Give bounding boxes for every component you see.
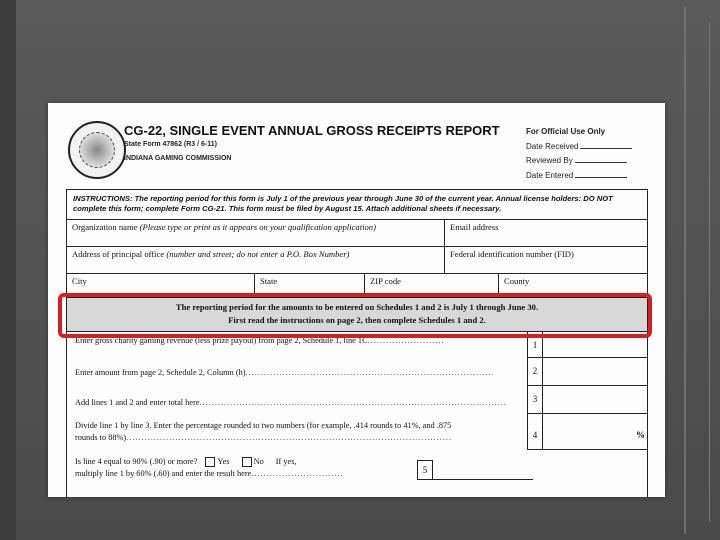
line-3-row	[67, 386, 647, 414]
line-4-row	[67, 414, 647, 450]
official-field-date-received: Date Received	[526, 140, 632, 155]
if-yes-label: If yes,	[275, 457, 297, 466]
line-5-amount[interactable]	[433, 460, 533, 480]
state-seal-icon	[68, 121, 126, 179]
line-5-row	[67, 450, 647, 480]
yes-checkbox[interactable]	[205, 457, 215, 467]
line-3-text: Add lines 1 and 2 and enter total here....................................................................................................	[75, 398, 507, 407]
form-title: CG-22, SINGLE EVENT ANNUAL GROSS RECEIPTS REPORT	[124, 123, 500, 138]
line-4-percent[interactable]	[543, 414, 647, 450]
yes-label: Yes	[217, 457, 230, 466]
fid-field[interactable]	[445, 247, 647, 273]
slide-decoration-line-thin	[709, 22, 710, 522]
slide-decoration-line	[684, 6, 686, 534]
line-5-number: 5	[417, 460, 433, 480]
city-label: City	[72, 276, 87, 286]
line-1-text: Enter gross charity gaming revenue (less prize payout) from page 2, Schedule 1, line 1C.........................	[75, 336, 445, 345]
state-form-number: State Form 47862 (R3 / 6-11)	[124, 141, 217, 148]
percent-sign: %	[636, 430, 645, 440]
notice-line2: First read the instructions on page 2, then complete Schedules 1 and 2.	[228, 315, 486, 325]
line-1-number: 1	[527, 332, 543, 358]
instructions	[67, 190, 647, 220]
county-label: County	[504, 276, 530, 286]
row-address-fid	[67, 247, 647, 274]
address-hint: (number and street; do not enter a P.O. Box Number)	[166, 249, 350, 259]
zip-label: ZIP code	[370, 276, 401, 286]
form-body	[66, 189, 648, 497]
slide-left-bar	[0, 0, 16, 540]
red-highlight-box	[58, 293, 652, 338]
email-label: Email address	[450, 222, 499, 232]
line-4-number: 4	[527, 414, 543, 450]
address-label: Address of principal office	[72, 249, 165, 259]
line-4-text: Divide line 1 by line 3. Enter the percentage rounded to two numbers (for example, .414 rounds to 41%, and .875 rounds to 88%)..........................................................................................................	[75, 421, 453, 442]
official-use-title: For Official Use Only	[526, 127, 606, 136]
state-label: State	[260, 276, 278, 286]
official-field-reviewed-by: Reviewed By	[526, 154, 632, 169]
line-3-amount[interactable]	[543, 386, 647, 414]
notice-line1: The reporting period for the amounts to be entered on Schedules 1 and 2 is July 1 through June 30.	[175, 302, 539, 312]
instructions-line2: complete this form; complete Form CG-21. This form must be filed by August 15. Attach additional sheets if necessary.	[73, 204, 502, 213]
line-2-number: 2	[527, 358, 543, 386]
org-name-field[interactable]	[67, 220, 445, 246]
official-use-block	[526, 125, 632, 183]
line-2-amount[interactable]	[543, 358, 647, 386]
org-name-hint: (Please type or print as it appears on your qualification application)	[139, 222, 376, 232]
commission-name: INDIANA GAMING COMMISSION	[124, 155, 232, 162]
line-2-text: Enter amount from page 2, Schedule 2, Column (h).................................................................................	[75, 368, 495, 377]
official-field-date-entered: Date Entered	[526, 169, 632, 184]
no-label: No	[253, 457, 264, 466]
line-2-row	[67, 358, 647, 386]
email-field[interactable]	[445, 220, 647, 246]
instructions-line1: INSTRUCTIONS: The reporting period for this form is July 1 of the previous year through June 30 of the current year. Annual license holders: DO NOT	[73, 194, 613, 203]
address-field[interactable]	[67, 247, 445, 273]
no-checkbox[interactable]	[242, 457, 252, 467]
row-org-email	[67, 220, 647, 247]
line-3-number: 3	[527, 386, 543, 414]
line-5-text: Is line 4 equal to 90% (.90) or more? Yes No If yes, multiply line 1 by 60% (.60) and enter the result here..............................	[75, 457, 344, 478]
org-name-label: Organization name	[72, 222, 138, 232]
fid-label: Federal identification number (FID)	[450, 249, 574, 259]
